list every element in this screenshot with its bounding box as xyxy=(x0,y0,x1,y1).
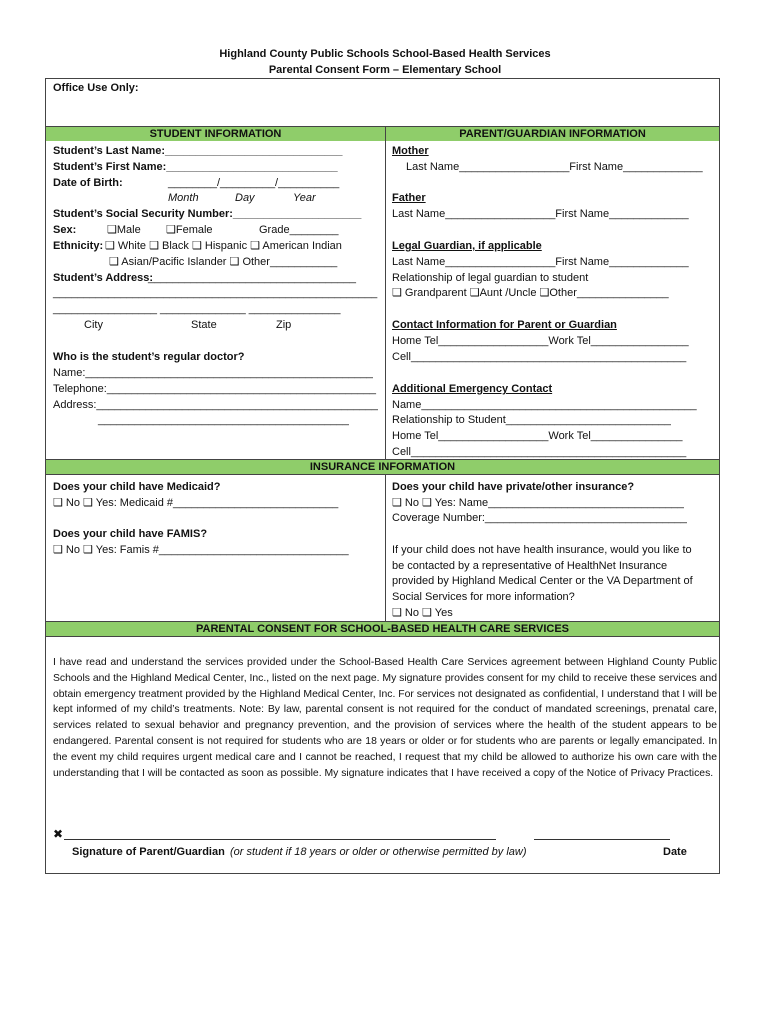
doctor-address-line2-field[interactable]: _________________________________________ xyxy=(98,414,349,426)
healthnet-text-line2: be contacted by a representative of HealthNet Insurance xyxy=(392,560,668,572)
emergency-cell-field[interactable]: Cell_____________________________________________ xyxy=(392,446,687,458)
contact-heading: Contact Information for Parent or Guardian xyxy=(392,319,617,331)
healthnet-text-line1: If your child does not have health insurance, would you like to xyxy=(392,544,692,556)
ethnicity-label: Ethnicity: xyxy=(53,240,104,252)
mother-name-fields[interactable]: Last Name__________________First Name_____________ xyxy=(406,161,703,173)
form-title-line2: Parental Consent Form – Elementary School xyxy=(268,64,502,76)
dob-month-label: Month xyxy=(168,192,199,204)
zip-label: Zip xyxy=(276,319,292,331)
consent-paragraph: I have read and understand the services provided under the School-Based Health Care Services agreement between Highland County Public Schools and the Highland Medical Center, Inc., listed on the next page. My signature provides consent for my child to receive these services and obtain emergency treatment provided by the Highland Medical Center, Inc. For services not designated as confidential, I understand that I will be kept informed of my child’s treatments. Note: By law, parental consent is not required for the conduct of mandated screenings, prenatal care, services related to sexual behavior and pregnancy prevention, and the provision of services where the health of the student appears to be endangered. Parental consent is not required for students who are 18 years or older or for students who are parents or legally emancipated. In the event my child requires urgent medical care and I cannot be reached, I request that my child be allowed to authorize his own care with the understanding that I will be contacted as soon as possible. My signature indicates that I have received a copy of the Notice of Privacy Practices. xyxy=(53,657,717,779)
date-label: Date xyxy=(663,846,687,858)
doctor-phone-field[interactable]: Telephone:____________________________________________ xyxy=(53,383,377,395)
divider-center-top xyxy=(385,126,386,459)
healthnet-options[interactable]: ❑ No ❑ Yes xyxy=(392,607,453,619)
date-line[interactable] xyxy=(534,839,670,840)
emergency-home-work-fields[interactable]: Home Tel__________________Work Tel_______________ xyxy=(392,430,683,442)
sex-label: Sex: xyxy=(53,224,77,236)
contact-cell-field[interactable]: Cell_____________________________________________ xyxy=(392,351,687,363)
student-info-heading: STUDENT INFORMATION xyxy=(46,127,385,141)
student-last-name-field[interactable]: Student’s Last Name:_____________________________ xyxy=(53,145,343,157)
signature-note: (or student if 18 years or older or otherwise permitted by law) xyxy=(230,846,527,858)
father-name-fields[interactable]: Last Name__________________First Name_____________ xyxy=(392,208,689,220)
address-label: Student’s Address: xyxy=(53,272,154,284)
sex-female-checkbox[interactable]: ❑Female xyxy=(166,224,213,236)
state-label: State xyxy=(191,319,217,331)
city-label: City xyxy=(84,319,103,331)
emergency-name-field[interactable]: Name_____________________________________________ xyxy=(392,399,697,411)
sign-here-icon: ✖ xyxy=(53,827,64,841)
famis-options[interactable]: ❑ No ❑ Yes: Famis #_______________________________ xyxy=(53,544,349,556)
insurance-heading: INSURANCE INFORMATION xyxy=(46,460,719,474)
ssn-field[interactable]: Student’s Social Security Number:_____________________ xyxy=(53,208,362,220)
medicaid-question: Does your child have Medicaid? xyxy=(53,481,221,493)
signature-label: Signature of Parent/Guardian xyxy=(72,846,225,858)
ethnicity-options-row2[interactable]: ❑ Asian/Pacific Islander ❑ Other___________ xyxy=(109,256,338,268)
dob-field[interactable]: ________/_________/__________ xyxy=(168,177,340,189)
guardian-relationship-label: Relationship of legal guardian to student xyxy=(392,272,589,284)
divider-insurance-bottom xyxy=(45,474,720,475)
form-title-line1: Highland County Public Schools School-Based Health Services xyxy=(219,48,551,60)
contact-home-work-fields[interactable]: Home Tel__________________Work Tel________________ xyxy=(392,335,689,347)
father-heading: Father xyxy=(392,192,426,204)
emergency-relationship-field[interactable]: Relationship to Student___________________________ xyxy=(392,414,671,426)
sex-male-checkbox[interactable]: ❑Male xyxy=(107,224,141,236)
divider-center-insurance xyxy=(385,474,386,621)
guardian-heading: Legal Guardian, if applicable xyxy=(392,240,542,252)
grade-field[interactable]: Grade________ xyxy=(259,224,339,236)
city-state-zip-field[interactable]: _________________ ______________ _______________ xyxy=(53,303,341,315)
address-line1-field[interactable]: __________________________________ xyxy=(148,272,357,284)
mother-heading: Mother xyxy=(392,145,429,157)
guardian-name-fields[interactable]: Last Name__________________First Name_____________ xyxy=(392,256,689,268)
divider-consent-bottom xyxy=(45,636,720,637)
doctor-address-field[interactable]: Address:______________________________________________ xyxy=(53,399,378,411)
private-insurance-options[interactable]: ❑ No ❑ Yes: Name________________________________ xyxy=(392,497,684,509)
doctor-question: Who is the student’s regular doctor? xyxy=(53,351,245,363)
dob-day-label: Day xyxy=(235,192,255,204)
emergency-contact-heading: Additional Emergency Contact xyxy=(392,383,553,395)
healthnet-text-line3: provided by Highland Medical Center or the VA Department of xyxy=(392,575,693,587)
parent-info-heading: PARENT/GUARDIAN INFORMATION xyxy=(386,127,719,141)
dob-year-label: Year xyxy=(293,192,316,204)
coverage-number-field[interactable]: Coverage Number:_________________________________ xyxy=(392,512,687,524)
office-use-label: Office Use Only: xyxy=(53,82,139,94)
medicaid-options[interactable]: ❑ No ❑ Yes: Medicaid #___________________________ xyxy=(53,497,339,509)
signature-line[interactable] xyxy=(64,839,496,840)
guardian-relationship-options[interactable]: ❑ Grandparent ❑Aunt /Uncle ❑Other_______________ xyxy=(392,287,669,299)
famis-question: Does your child have FAMIS? xyxy=(53,528,208,540)
dob-label: Date of Birth: xyxy=(53,177,123,189)
consent-heading: PARENTAL CONSENT FOR SCHOOL-BASED HEALTH CARE SERVICES xyxy=(46,622,719,636)
healthnet-text-line4: Social Services for more information? xyxy=(392,591,575,603)
doctor-name-field[interactable]: Name:_______________________________________________ xyxy=(53,367,373,379)
ethnicity-options-row1[interactable]: ❑ White ❑ Black ❑ Hispanic ❑ American Indian xyxy=(105,240,342,252)
private-insurance-question: Does your child have private/other insurance? xyxy=(392,481,635,493)
student-first-name-field[interactable]: Student’s First Name:____________________________ xyxy=(53,161,338,173)
address-line2-field[interactable]: _____________________________________________________ xyxy=(53,287,378,299)
